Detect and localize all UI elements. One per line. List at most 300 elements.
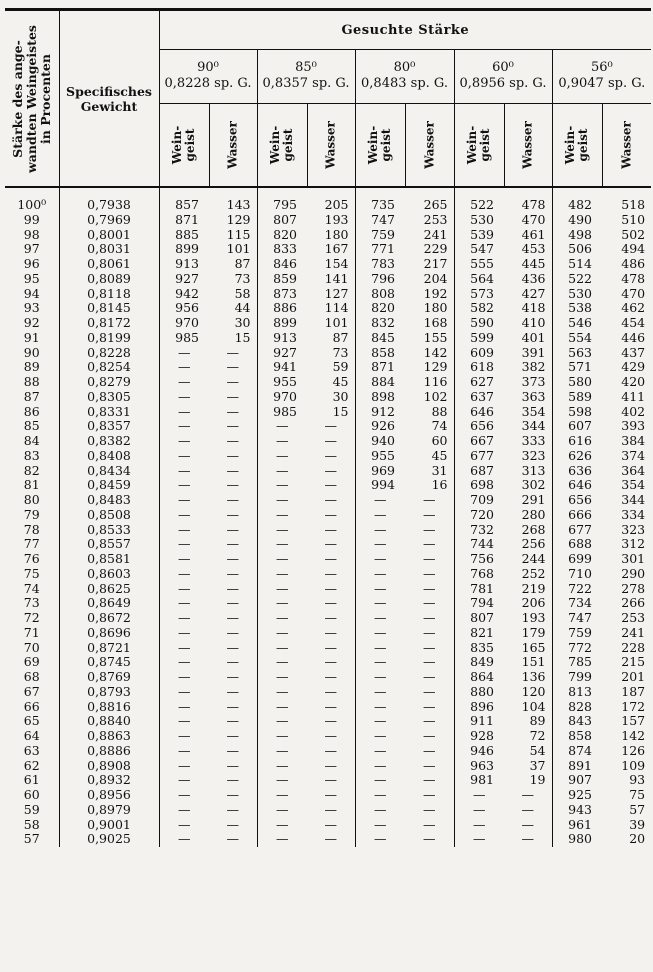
cell-staerke: 63: [5, 744, 59, 759]
cell-weingeist: 913: [175, 256, 199, 271]
cell-weingeist: —: [276, 728, 289, 743]
cell-weingeist: —: [374, 772, 387, 788]
table-row: [5, 832, 651, 847]
cell-wasser: 323: [504, 449, 552, 464]
cell-weingeist: 555: [470, 256, 494, 271]
cell-weingeist: —: [178, 388, 191, 404]
table-row: [5, 228, 651, 243]
header-group-temp: 85⁰: [295, 60, 317, 76]
cell-weingeist: —: [374, 654, 387, 670]
cell-weingeist: 785: [568, 654, 592, 670]
table-row: [5, 567, 651, 582]
header-staerke-label: Stärke des ange- wandten Weingeistes in Procenten: [9, 24, 53, 173]
table-row: [5, 478, 651, 493]
cell-wasser: 478: [504, 187, 552, 213]
cell-wasser: 127: [307, 287, 355, 302]
cell-weingeist: —: [178, 359, 191, 375]
cell-wasser: 179: [504, 626, 552, 641]
header-group-temp: 90⁰: [197, 60, 219, 76]
cell-wasser: —: [405, 700, 454, 715]
cell-wasser: 37: [504, 759, 552, 774]
cell-wasser: —: [209, 744, 257, 759]
cell-wasser: —: [209, 641, 257, 656]
header-gewicht-label: Specifisches Gewicht: [59, 10, 159, 188]
cell-weingeist: —: [374, 728, 387, 743]
cell-weingeist: 925: [568, 787, 592, 802]
cell-wasser: —: [405, 655, 454, 670]
cell-gewicht: 0,8331: [59, 405, 159, 420]
cell-wasser: —: [307, 832, 355, 847]
cell-wasser: —: [209, 508, 257, 523]
cell-wasser: 143: [209, 187, 257, 213]
cell-wasser: 204: [405, 272, 454, 287]
cell-wasser: —: [405, 818, 454, 833]
header-sub-label: Wasser: [422, 120, 436, 169]
cell-wasser: —: [209, 390, 257, 405]
cell-wasser: 30: [209, 316, 257, 331]
cell-gewicht: 0,8908: [59, 759, 159, 774]
cell-weingeist: —: [178, 639, 191, 655]
cell-weingeist: —: [276, 492, 289, 507]
cell-wasser: 265: [405, 187, 454, 213]
cell-weingeist: —: [374, 492, 387, 507]
cell-gewicht: 0,8118: [59, 287, 159, 302]
cell-wasser: 15: [307, 405, 355, 420]
cell-weingeist: 772: [568, 639, 592, 655]
cell-wasser: —: [405, 567, 454, 582]
cell-wasser: —: [209, 464, 257, 479]
cell-weingeist: —: [178, 787, 191, 802]
cell-wasser: 436: [504, 272, 552, 287]
cell-staerke: 64: [5, 729, 59, 744]
cell-wasser: 312: [621, 536, 646, 552]
cell-wasser: 136: [504, 670, 552, 685]
header-staerke-cell: [5, 10, 59, 188]
cell-wasser: 427: [504, 287, 552, 302]
cell-gewicht: 0,8279: [59, 375, 159, 390]
cell-weingeist: —: [374, 787, 387, 802]
cell-weingeist: 955: [273, 374, 297, 389]
cell-weingeist: —: [178, 698, 191, 714]
cell-gewicht: 0,8031: [59, 242, 159, 257]
cell-weingeist: —: [374, 595, 387, 611]
cell-wasser: 45: [405, 449, 454, 464]
cell-wasser: —: [405, 596, 454, 611]
cell-wasser: 16: [405, 478, 454, 493]
cell-wasser: —: [405, 803, 454, 818]
cell-wasser: —: [307, 523, 355, 538]
cell-weingeist: 942: [175, 285, 199, 301]
cell-weingeist: —: [276, 654, 289, 670]
cell-gewicht: 0,8863: [59, 729, 159, 744]
header-group-temp: 56⁰: [590, 60, 613, 76]
cell-weingeist: 627: [470, 374, 494, 389]
header-group-4: [552, 50, 651, 103]
table-row: [5, 331, 651, 346]
cell-wasser: —: [307, 508, 355, 523]
header-sub-wrap: [210, 104, 257, 186]
cell-weingeist: —: [276, 683, 289, 699]
cell-staerke: 57: [5, 832, 59, 847]
cell-weingeist: —: [276, 624, 289, 640]
cell-weingeist: 946: [470, 742, 494, 758]
cell-wasser: 155: [405, 331, 454, 346]
cell-wasser: —: [405, 788, 454, 803]
cell-weingeist: 698: [470, 477, 494, 493]
cell-staerke: 92: [5, 316, 59, 331]
cell-wasser: 253: [405, 213, 454, 228]
cell-weingeist: —: [374, 551, 387, 566]
cell-staerke: 77: [5, 537, 59, 552]
cell-weingeist: 821: [470, 624, 494, 640]
header-sub-label: Wein- geist: [268, 125, 295, 164]
cell-wasser: 244: [504, 552, 552, 567]
cell-gewicht: 0,9001: [59, 818, 159, 833]
table-row: [5, 773, 651, 788]
cell-weingeist: —: [178, 713, 191, 729]
table-row: [5, 744, 651, 759]
cell-wasser: 344: [621, 492, 646, 507]
cell-wasser: 116: [405, 375, 454, 390]
cell-weingeist: —: [374, 742, 387, 758]
cell-weingeist: 943: [568, 801, 592, 817]
cell-wasser: —: [307, 759, 355, 774]
cell-wasser: —: [405, 832, 454, 847]
cell-gewicht: 0,8254: [59, 360, 159, 375]
cell-weingeist: 626: [568, 447, 592, 463]
cell-wasser: —: [405, 714, 454, 729]
table-row: [5, 405, 651, 420]
table-row: [5, 714, 651, 729]
cell-weingeist: —: [374, 639, 387, 655]
header-sub-label: Wasser: [619, 120, 634, 169]
cell-gewicht: 0,7938: [59, 187, 159, 213]
cell-weingeist: —: [276, 772, 289, 788]
cell-wasser: 384: [621, 433, 646, 448]
cell-weingeist: —: [178, 492, 191, 507]
cell-wasser: 401: [504, 331, 552, 346]
header-group-0: [159, 50, 257, 103]
header-sub-wasser: [504, 103, 552, 187]
header-group-temp: 80⁰: [393, 60, 416, 76]
cell-wasser: 15: [209, 331, 257, 346]
cell-wasser: 382: [504, 360, 552, 375]
cell-wasser: —: [405, 582, 454, 597]
cell-weingeist: 609: [470, 344, 494, 360]
cell-wasser: 151: [504, 655, 552, 670]
cell-weingeist: 969: [371, 462, 395, 478]
cell-wasser: —: [209, 626, 257, 641]
cell-wasser: 454: [621, 315, 646, 330]
cell-weingeist: 963: [470, 757, 494, 773]
cell-wasser: 253: [621, 610, 646, 625]
table-row: [5, 582, 651, 597]
table-row: [5, 464, 651, 479]
header-sub-wasser: [405, 103, 454, 187]
cell-wasser: 420: [621, 374, 646, 389]
cell-wasser: —: [209, 818, 257, 833]
cell-weingeist: 616: [568, 433, 592, 448]
cell-weingeist: 880: [470, 683, 494, 699]
cell-weingeist: —: [178, 506, 191, 522]
cell-wasser: —: [405, 552, 454, 567]
cell-wasser: 241: [405, 228, 454, 243]
cell-weingeist: —: [276, 580, 289, 596]
cell-weingeist: 849: [470, 654, 494, 670]
cell-weingeist: 677: [470, 447, 494, 463]
cell-gewicht: 0,8840: [59, 714, 159, 729]
cell-weingeist: —: [178, 447, 191, 463]
cell-weingeist: 599: [470, 329, 494, 345]
cell-wasser: 142: [621, 728, 646, 743]
cell-weingeist: 907: [568, 772, 592, 788]
cell-wasser: 364: [621, 462, 646, 478]
cell-weingeist: —: [178, 433, 191, 448]
cell-wasser: 57: [629, 801, 646, 817]
cell-weingeist: 722: [568, 580, 592, 596]
cell-weingeist: 871: [371, 359, 395, 375]
cell-staerke: 89: [5, 360, 59, 375]
cell-weingeist: 886: [273, 300, 297, 316]
cell-staerke: 59: [5, 803, 59, 818]
cell-staerke: 76: [5, 552, 59, 567]
cell-weingeist: 530: [470, 211, 494, 227]
header-sub-label: Wein- geist: [170, 125, 197, 164]
cell-weingeist: 884: [371, 374, 395, 389]
cell-wasser: 446: [621, 329, 646, 345]
table-row: [5, 375, 651, 390]
cell-staerke: 95: [5, 272, 59, 287]
cell-wasser: 333: [504, 434, 552, 449]
cell-weingeist: —: [178, 521, 191, 537]
cell-wasser: —: [209, 655, 257, 670]
cell-wasser: 478: [621, 270, 646, 286]
cell-weingeist: 795: [273, 197, 297, 212]
cell-weingeist: 899: [175, 241, 199, 257]
cell-wasser: 393: [621, 418, 646, 434]
cell-wasser: —: [405, 537, 454, 552]
cell-wasser: 129: [209, 213, 257, 228]
cell-wasser: 252: [504, 567, 552, 582]
cell-gewicht: 0,8816: [59, 700, 159, 715]
header-group-sg: 0,8357 sp. G.: [262, 76, 350, 92]
cell-wasser: 354: [621, 477, 646, 493]
cell-staerke: 62: [5, 759, 59, 774]
cell-weingeist: 845: [371, 329, 395, 345]
cell-weingeist: 646: [568, 477, 592, 493]
header-sub-label: Wein- geist: [563, 125, 590, 164]
cell-weingeist: 927: [273, 344, 297, 360]
cell-weingeist: 744: [470, 536, 494, 552]
header-group-sg: 0,8483 sp. G.: [361, 76, 448, 92]
header-sub-label: Wein- geist: [465, 125, 492, 164]
cell-wasser: 45: [307, 375, 355, 390]
cell-weingeist: 833: [273, 241, 297, 257]
cell-wasser: —: [209, 434, 257, 449]
cell-weingeist: —: [178, 565, 191, 581]
cell-wasser: 54: [504, 744, 552, 759]
cell-weingeist: —: [276, 713, 289, 729]
cell-weingeist: 891: [568, 757, 592, 773]
cell-weingeist: —: [276, 536, 289, 552]
cell-wasser: —: [209, 537, 257, 552]
cell-wasser: —: [405, 641, 454, 656]
cell-weingeist: 580: [568, 374, 592, 389]
cell-weingeist: 955: [371, 447, 395, 463]
cell-wasser: 93: [629, 772, 646, 788]
cell-weingeist: —: [178, 816, 191, 832]
cell-wasser: —: [209, 478, 257, 493]
cell-wasser: 217: [405, 257, 454, 272]
cell-staerke: 71: [5, 626, 59, 641]
cell-wasser: —: [504, 803, 552, 818]
cell-wasser: —: [504, 818, 552, 833]
table-row: [5, 242, 651, 257]
cell-wasser: —: [209, 832, 257, 847]
cell-weingeist: 828: [568, 698, 592, 714]
cell-weingeist: —: [276, 418, 289, 434]
cell-wasser: 502: [621, 226, 646, 242]
cell-weingeist: —: [276, 447, 289, 463]
cell-wasser: —: [209, 346, 257, 361]
cell-weingeist: —: [178, 536, 191, 552]
cell-wasser: 374: [621, 447, 646, 463]
cell-weingeist: 807: [273, 211, 297, 227]
cell-weingeist: —: [276, 787, 289, 802]
cell-weingeist: 747: [568, 610, 592, 625]
table-row: [5, 272, 651, 287]
cell-wasser: —: [307, 567, 355, 582]
cell-weingeist: 582: [470, 300, 494, 316]
cell-gewicht: 0,8557: [59, 537, 159, 552]
cell-weingeist: 846: [273, 256, 297, 271]
cell-staerke: 86: [5, 405, 59, 420]
cell-weingeist: 926: [371, 418, 395, 434]
cell-weingeist: 618: [470, 359, 494, 375]
cell-staerke: 66: [5, 700, 59, 715]
cell-wasser: 167: [307, 242, 355, 257]
cell-wasser: 301: [621, 551, 646, 566]
cell-weingeist: 563: [568, 344, 592, 360]
cell-weingeist: 857: [175, 197, 199, 212]
header-sub-wrap: [505, 104, 552, 186]
cell-wasser: —: [209, 700, 257, 715]
cell-weingeist: 956: [175, 300, 199, 316]
cell-wasser: 280: [504, 508, 552, 523]
cell-gewicht: 0,8357: [59, 419, 159, 434]
header-sub-weingeist: [257, 103, 307, 187]
header-group-sg: 0,8228 sp. G.: [164, 76, 252, 92]
cell-weingeist: 980: [568, 831, 592, 847]
table-row: [5, 316, 651, 331]
cell-wasser: 453: [504, 242, 552, 257]
cell-wasser: —: [405, 773, 454, 788]
cell-staerke: 91: [5, 331, 59, 346]
cell-staerke: 97: [5, 242, 59, 257]
cell-weingeist: 898: [371, 388, 395, 404]
cell-staerke: 82: [5, 464, 59, 479]
cell-wasser: 187: [621, 683, 646, 699]
cell-gewicht: 0,8745: [59, 655, 159, 670]
cell-weingeist: —: [473, 831, 486, 847]
cell-gewicht: 0,7969: [59, 213, 159, 228]
cell-staerke: 99: [5, 213, 59, 228]
table-row: [5, 419, 651, 434]
table-row: [5, 611, 651, 626]
cell-weingeist: 732: [470, 521, 494, 537]
cell-weingeist: —: [178, 757, 191, 773]
cell-wasser: 180: [405, 301, 454, 316]
cell-wasser: 518: [621, 197, 646, 212]
cell-wasser: —: [307, 464, 355, 479]
cell-gewicht: 0,8408: [59, 449, 159, 464]
cell-wasser: 418: [504, 301, 552, 316]
cell-weingeist: 564: [470, 270, 494, 286]
cell-weingeist: 858: [568, 728, 592, 743]
cell-wasser: 429: [621, 359, 646, 375]
cell-gewicht: 0,9025: [59, 832, 159, 847]
cell-weingeist: 820: [371, 300, 395, 316]
cell-staerke: 67: [5, 685, 59, 700]
alcohol-dilution-table-wrapper: [5, 8, 651, 968]
cell-wasser: —: [307, 582, 355, 597]
cell-wasser: 129: [405, 360, 454, 375]
cell-weingeist: —: [374, 521, 387, 537]
cell-weingeist: 688: [568, 536, 592, 552]
cell-weingeist: —: [178, 595, 191, 611]
cell-gewicht: 0,8649: [59, 596, 159, 611]
cell-wasser: —: [209, 567, 257, 582]
cell-weingeist: 874: [568, 742, 592, 758]
cell-weingeist: 928: [470, 728, 494, 743]
cell-wasser: 290: [621, 565, 646, 581]
cell-weingeist: —: [276, 521, 289, 537]
cell-weingeist: 911: [470, 713, 494, 729]
cell-weingeist: 547: [470, 241, 494, 257]
cell-wasser: 494: [621, 241, 646, 257]
cell-wasser: 120: [504, 685, 552, 700]
cell-weingeist: 539: [470, 226, 494, 242]
cell-staerke: 60: [5, 788, 59, 803]
cell-weingeist: —: [276, 816, 289, 832]
cell-wasser: —: [307, 788, 355, 803]
cell-wasser: —: [209, 405, 257, 420]
cell-wasser: —: [307, 596, 355, 611]
header-sub-wrap: [160, 104, 209, 186]
cell-weingeist: 589: [568, 388, 592, 404]
cell-staerke: 72: [5, 611, 59, 626]
cell-staerke: 70: [5, 641, 59, 656]
table-row: [5, 360, 651, 375]
cell-staerke: 96: [5, 257, 59, 272]
cell-wasser: 486: [621, 256, 646, 271]
cell-wasser: 192: [405, 287, 454, 302]
table-row: [5, 626, 651, 641]
cell-wasser: 89: [504, 714, 552, 729]
cell-wasser: 363: [504, 390, 552, 405]
cell-wasser: —: [209, 582, 257, 597]
cell-wasser: 470: [621, 285, 646, 301]
cell-wasser: —: [209, 729, 257, 744]
cell-wasser: —: [307, 419, 355, 434]
cell-weingeist: —: [374, 831, 387, 847]
cell-staerke: 69: [5, 655, 59, 670]
cell-wasser: 87: [307, 331, 355, 346]
cell-gewicht: 0,8459: [59, 478, 159, 493]
cell-gewicht: 0,8932: [59, 773, 159, 788]
header-sub-label: Wasser: [225, 120, 240, 169]
cell-wasser: —: [209, 759, 257, 774]
